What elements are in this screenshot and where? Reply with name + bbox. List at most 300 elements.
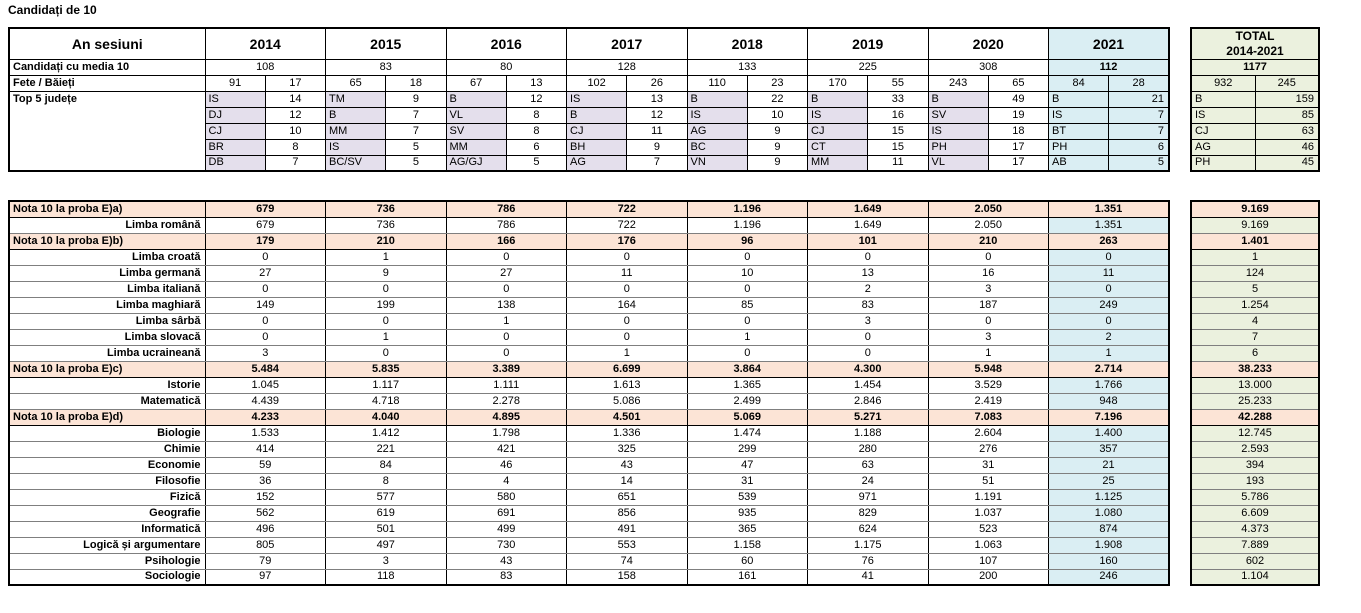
subject-value: 6.699 xyxy=(567,361,688,377)
subject-value: 722 xyxy=(567,217,688,233)
county-code: IS xyxy=(808,107,868,123)
county-code: MM xyxy=(446,139,506,155)
subject-value: 4 xyxy=(446,473,567,489)
county-count: 9 xyxy=(747,123,807,139)
media10-value: 108 xyxy=(205,59,326,75)
subject-value: 138 xyxy=(446,297,567,313)
subject-label: Biologie xyxy=(9,425,205,441)
summary-by-year-table xyxy=(8,27,1170,172)
subject-value: 1.045 xyxy=(205,377,326,393)
subject-value: 1.649 xyxy=(808,201,929,217)
subject-total: 602 xyxy=(1191,553,1319,569)
county-count: 49 xyxy=(988,91,1048,107)
county-code: B xyxy=(567,107,627,123)
subject-value: 83 xyxy=(808,297,929,313)
subject-value: 221 xyxy=(326,441,447,457)
subject-value: 8 xyxy=(326,473,447,489)
subject-value: 786 xyxy=(446,217,567,233)
subject-label: Limba slovacă xyxy=(9,329,205,345)
boys-total: 245 xyxy=(1255,75,1319,91)
subject-value: 0 xyxy=(205,329,326,345)
subject-value: 730 xyxy=(446,537,567,553)
subject-value: 1.336 xyxy=(567,425,688,441)
subject-total: 1 xyxy=(1191,249,1319,265)
county-code: B xyxy=(687,91,747,107)
county-count: 12 xyxy=(265,107,325,123)
subject-total: 6.609 xyxy=(1191,505,1319,521)
subject-value: 0 xyxy=(808,345,929,361)
section-label: Nota 10 la proba E)c) xyxy=(9,361,205,377)
subject-value: 624 xyxy=(808,521,929,537)
subject-value: 1.908 xyxy=(1049,537,1170,553)
subject-value: 580 xyxy=(446,489,567,505)
boys-count: 18 xyxy=(386,75,446,91)
top5-row-label: Top 5 județe xyxy=(9,91,205,171)
subject-label: Matematică xyxy=(9,393,205,409)
subject-value: 2.499 xyxy=(687,393,808,409)
subject-label: Limba română xyxy=(9,217,205,233)
subject-value: 562 xyxy=(205,505,326,521)
media10-value: 128 xyxy=(567,59,688,75)
subject-value: 1.474 xyxy=(687,425,808,441)
subject-total: 193 xyxy=(1191,473,1319,489)
media10-total: 1177 xyxy=(1191,59,1319,75)
subject-value: 63 xyxy=(808,457,929,473)
subject-value: 210 xyxy=(326,233,447,249)
subject-value: 299 xyxy=(687,441,808,457)
year-header: 2019 xyxy=(808,28,929,59)
subject-value: 1.400 xyxy=(1049,425,1170,441)
subject-value: 1.533 xyxy=(205,425,326,441)
subject-value: 1 xyxy=(326,329,447,345)
girls-count: 84 xyxy=(1049,75,1109,91)
subject-value: 11 xyxy=(1049,265,1170,281)
subject-value: 577 xyxy=(326,489,447,505)
subject-value: 0 xyxy=(1049,249,1170,265)
county-code: B xyxy=(326,107,386,123)
subject-value: 0 xyxy=(928,249,1049,265)
subject-value: 1.351 xyxy=(1049,201,1170,217)
year-header: 2014 xyxy=(205,28,326,59)
county-code: BR xyxy=(205,139,265,155)
subject-total: 1.104 xyxy=(1191,569,1319,585)
subject-value: 805 xyxy=(205,537,326,553)
media10-value: 112 xyxy=(1049,59,1170,75)
county-count: 16 xyxy=(868,107,928,123)
subject-label: Chimie xyxy=(9,441,205,457)
county-count: 5 xyxy=(506,155,566,171)
county-code: AG xyxy=(567,155,627,171)
subject-value: 31 xyxy=(928,457,1049,473)
subject-value: 1 xyxy=(567,345,688,361)
subject-value: 3 xyxy=(928,281,1049,297)
subject-value: 5.948 xyxy=(928,361,1049,377)
county-code: B xyxy=(928,91,988,107)
subject-value: 0 xyxy=(928,313,1049,329)
media10-value: 80 xyxy=(446,59,567,75)
subject-value: 1.158 xyxy=(687,537,808,553)
girls-count: 170 xyxy=(808,75,868,91)
subject-value: 27 xyxy=(446,265,567,281)
county-count: 7 xyxy=(1109,107,1169,123)
county-code: BC/SV xyxy=(326,155,386,171)
subject-value: 85 xyxy=(687,297,808,313)
subject-value: 935 xyxy=(687,505,808,521)
subject-total: 42.288 xyxy=(1191,409,1319,425)
subject-value: 5.271 xyxy=(808,409,929,425)
subject-value: 0 xyxy=(1049,313,1170,329)
subject-value: 0 xyxy=(808,329,929,345)
subject-value: 1.125 xyxy=(1049,489,1170,505)
subject-value: 46 xyxy=(446,457,567,473)
county-count: 7 xyxy=(627,155,687,171)
subject-value: 736 xyxy=(326,217,447,233)
subject-value: 16 xyxy=(928,265,1049,281)
subject-total: 1.401 xyxy=(1191,233,1319,249)
boys-count: 65 xyxy=(988,75,1048,91)
subject-value: 47 xyxy=(687,457,808,473)
county-code: BT xyxy=(1049,123,1109,139)
subject-label: Limba maghiară xyxy=(9,297,205,313)
subject-label: Limba ucraineană xyxy=(9,345,205,361)
county-code-total: IS xyxy=(1191,107,1255,123)
subject-total: 1.254 xyxy=(1191,297,1319,313)
county-code: IS xyxy=(687,107,747,123)
subject-value: 1 xyxy=(326,249,447,265)
subject-value: 176 xyxy=(567,233,688,249)
subject-value: 199 xyxy=(326,297,447,313)
subject-value: 96 xyxy=(687,233,808,249)
county-code: TM xyxy=(326,91,386,107)
subject-label: Sociologie xyxy=(9,569,205,585)
subject-value: 25 xyxy=(1049,473,1170,489)
subject-value: 2.714 xyxy=(1049,361,1170,377)
girls-count: 91 xyxy=(205,75,265,91)
subject-value: 325 xyxy=(567,441,688,457)
subject-value: 13 xyxy=(808,265,929,281)
subject-value: 118 xyxy=(326,569,447,585)
county-code: DJ xyxy=(205,107,265,123)
subject-value: 21 xyxy=(1049,457,1170,473)
county-code: VN xyxy=(687,155,747,171)
county-count: 15 xyxy=(868,123,928,139)
subject-value: 5.069 xyxy=(687,409,808,425)
subject-value: 9 xyxy=(326,265,447,281)
subject-total: 4 xyxy=(1191,313,1319,329)
subject-label: Informatică xyxy=(9,521,205,537)
subject-total: 2.593 xyxy=(1191,441,1319,457)
county-count: 6 xyxy=(1109,139,1169,155)
subject-value: 4.233 xyxy=(205,409,326,425)
county-code: MM xyxy=(808,155,868,171)
total-header-line2: 2014-2021 xyxy=(1226,43,1284,58)
subject-value: 0 xyxy=(205,313,326,329)
corner-label: An sesiuni xyxy=(9,28,205,59)
subject-value: 421 xyxy=(446,441,567,457)
media10-value: 83 xyxy=(326,59,447,75)
county-code: CJ xyxy=(205,123,265,139)
county-code: CJ xyxy=(808,123,868,139)
county-count: 7 xyxy=(386,107,446,123)
subject-value: 4.300 xyxy=(808,361,929,377)
subject-value: 41 xyxy=(808,569,929,585)
subject-value: 1.196 xyxy=(687,217,808,233)
subject-label: Limba croată xyxy=(9,249,205,265)
total-header-line1: TOTAL xyxy=(1235,29,1275,44)
subject-value: 0 xyxy=(205,249,326,265)
county-code: IS xyxy=(326,139,386,155)
county-count: 9 xyxy=(747,139,807,155)
subject-label: Limba sârbă xyxy=(9,313,205,329)
subject-value: 0 xyxy=(446,249,567,265)
boys-count: 23 xyxy=(747,75,807,91)
section-label: Nota 10 la proba E)d) xyxy=(9,409,205,425)
subject-value: 499 xyxy=(446,521,567,537)
year-header: 2015 xyxy=(326,28,447,59)
county-code: IS xyxy=(205,91,265,107)
county-code: AG xyxy=(687,123,747,139)
subject-value: 736 xyxy=(326,201,447,217)
subject-value: 76 xyxy=(808,553,929,569)
county-count-total: 63 xyxy=(1255,123,1319,139)
subject-value: 1.649 xyxy=(808,217,929,233)
subject-value: 1.766 xyxy=(1049,377,1170,393)
subject-value: 107 xyxy=(928,553,1049,569)
subject-value: 24 xyxy=(808,473,929,489)
subject-value: 1.175 xyxy=(808,537,929,553)
county-code: B xyxy=(1049,91,1109,107)
subject-value: 357 xyxy=(1049,441,1170,457)
subject-value: 84 xyxy=(326,457,447,473)
subject-value: 164 xyxy=(567,297,688,313)
county-code: SV xyxy=(928,107,988,123)
year-header: 2021 xyxy=(1049,28,1170,59)
subject-value: 874 xyxy=(1049,521,1170,537)
subject-value: 2.604 xyxy=(928,425,1049,441)
girls-count: 67 xyxy=(446,75,506,91)
subject-value: 74 xyxy=(567,553,688,569)
subject-value: 83 xyxy=(446,569,567,585)
county-code: BC xyxy=(687,139,747,155)
subject-value: 1.191 xyxy=(928,489,1049,505)
subject-value: 1.196 xyxy=(687,201,808,217)
subject-value: 2 xyxy=(808,281,929,297)
subject-total: 5.786 xyxy=(1191,489,1319,505)
subject-total: 4.373 xyxy=(1191,521,1319,537)
subject-value: 539 xyxy=(687,489,808,505)
boys-count: 26 xyxy=(627,75,687,91)
county-count: 13 xyxy=(627,91,687,107)
county-code: SV xyxy=(446,123,506,139)
subject-value: 2.419 xyxy=(928,393,1049,409)
subject-label: Psihologie xyxy=(9,553,205,569)
summary-total-table xyxy=(1190,27,1320,172)
county-code: IS xyxy=(1049,107,1109,123)
subject-value: 679 xyxy=(205,201,326,217)
county-code: BH xyxy=(567,139,627,155)
subject-value: 497 xyxy=(326,537,447,553)
county-code: IS xyxy=(567,91,627,107)
county-code: VL xyxy=(928,155,988,171)
subject-label: Istorie xyxy=(9,377,205,393)
subject-value: 3.389 xyxy=(446,361,567,377)
county-count: 17 xyxy=(988,139,1048,155)
county-code-total: B xyxy=(1191,91,1255,107)
gender-row-label: Fete / Băieți xyxy=(9,75,205,91)
county-code: B xyxy=(446,91,506,107)
subject-total: 394 xyxy=(1191,457,1319,473)
subject-value: 0 xyxy=(446,345,567,361)
subject-value: 496 xyxy=(205,521,326,537)
county-code: AG/GJ xyxy=(446,155,506,171)
subject-total: 5 xyxy=(1191,281,1319,297)
subject-value: 7.196 xyxy=(1049,409,1170,425)
subject-total: 38.233 xyxy=(1191,361,1319,377)
subject-value: 101 xyxy=(808,233,929,249)
year-header: 2020 xyxy=(928,28,1049,59)
county-count: 19 xyxy=(988,107,1048,123)
county-count: 9 xyxy=(627,139,687,155)
county-code: IS xyxy=(928,123,988,139)
subject-value: 1 xyxy=(446,313,567,329)
county-count: 33 xyxy=(868,91,928,107)
subject-value: 722 xyxy=(567,201,688,217)
subject-value: 5.484 xyxy=(205,361,326,377)
subject-value: 0 xyxy=(808,249,929,265)
subject-value: 523 xyxy=(928,521,1049,537)
subject-total: 13.000 xyxy=(1191,377,1319,393)
year-header: 2016 xyxy=(446,28,567,59)
subject-value: 51 xyxy=(928,473,1049,489)
subject-value: 1.454 xyxy=(808,377,929,393)
subjects-total-table xyxy=(1190,200,1320,586)
girls-total: 932 xyxy=(1191,75,1255,91)
subject-value: 0 xyxy=(326,313,447,329)
subject-value: 210 xyxy=(928,233,1049,249)
subject-label: Geografie xyxy=(9,505,205,521)
subject-value: 2 xyxy=(1049,329,1170,345)
subject-value: 2.050 xyxy=(928,217,1049,233)
subject-value: 152 xyxy=(205,489,326,505)
girls-count: 65 xyxy=(326,75,386,91)
county-count: 17 xyxy=(988,155,1048,171)
subject-value: 0 xyxy=(567,281,688,297)
county-count: 10 xyxy=(747,107,807,123)
subject-value: 1.037 xyxy=(928,505,1049,521)
subject-value: 1.188 xyxy=(808,425,929,441)
subject-value: 97 xyxy=(205,569,326,585)
subject-value: 553 xyxy=(567,537,688,553)
subject-value: 0 xyxy=(326,345,447,361)
subject-value: 0 xyxy=(567,313,688,329)
subject-value: 1 xyxy=(687,329,808,345)
county-count: 21 xyxy=(1109,91,1169,107)
subject-label: Fizică xyxy=(9,489,205,505)
girls-count: 102 xyxy=(567,75,627,91)
subject-value: 1.117 xyxy=(326,377,447,393)
county-count: 12 xyxy=(627,107,687,123)
county-count: 15 xyxy=(868,139,928,155)
subject-total: 9.169 xyxy=(1191,201,1319,217)
county-count: 8 xyxy=(265,139,325,155)
boys-count: 17 xyxy=(265,75,325,91)
county-count: 18 xyxy=(988,123,1048,139)
county-count: 22 xyxy=(747,91,807,107)
county-count: 9 xyxy=(747,155,807,171)
subject-label: Limba germană xyxy=(9,265,205,281)
county-count: 11 xyxy=(627,123,687,139)
subject-value: 1.080 xyxy=(1049,505,1170,521)
year-header: 2017 xyxy=(567,28,688,59)
subject-label: Logică și argumentare xyxy=(9,537,205,553)
subject-value: 7.083 xyxy=(928,409,1049,425)
county-code: CT xyxy=(808,139,868,155)
subject-value: 14 xyxy=(567,473,688,489)
subject-value: 1.351 xyxy=(1049,217,1170,233)
subject-value: 43 xyxy=(567,457,688,473)
media10-value: 225 xyxy=(808,59,929,75)
subject-value: 5.086 xyxy=(567,393,688,409)
county-count: 7 xyxy=(386,123,446,139)
county-code: AB xyxy=(1049,155,1109,171)
boys-count: 55 xyxy=(868,75,928,91)
subject-value: 0 xyxy=(1049,281,1170,297)
county-count: 5 xyxy=(386,139,446,155)
subject-value: 10 xyxy=(687,265,808,281)
sheet-title: Candidați de 10 xyxy=(8,3,97,17)
subject-value: 0 xyxy=(446,329,567,345)
subject-total: 124 xyxy=(1191,265,1319,281)
county-count: 6 xyxy=(506,139,566,155)
subject-value: 0 xyxy=(326,281,447,297)
county-code: VL xyxy=(446,107,506,123)
subject-value: 166 xyxy=(446,233,567,249)
subject-label: Filosofie xyxy=(9,473,205,489)
media10-value: 133 xyxy=(687,59,808,75)
total-header xyxy=(1191,28,1319,59)
subject-value: 5.835 xyxy=(326,361,447,377)
subject-value: 3.529 xyxy=(928,377,1049,393)
subject-label: Limba italiană xyxy=(9,281,205,297)
subject-value: 971 xyxy=(808,489,929,505)
county-code: B xyxy=(808,91,868,107)
subject-value: 619 xyxy=(326,505,447,521)
county-count: 5 xyxy=(386,155,446,171)
county-code: PH xyxy=(928,139,988,155)
county-count: 7 xyxy=(265,155,325,171)
subject-total: 25.233 xyxy=(1191,393,1319,409)
county-count: 5 xyxy=(1109,155,1169,171)
subject-value: 0 xyxy=(687,281,808,297)
subject-value: 0 xyxy=(687,345,808,361)
year-header: 2018 xyxy=(687,28,808,59)
county-count: 11 xyxy=(868,155,928,171)
subject-value: 691 xyxy=(446,505,567,521)
county-code: PH xyxy=(1049,139,1109,155)
subject-value: 3 xyxy=(205,345,326,361)
subject-value: 246 xyxy=(1049,569,1170,585)
subject-value: 200 xyxy=(928,569,1049,585)
subject-value: 1.412 xyxy=(326,425,447,441)
section-label: Nota 10 la proba E)b) xyxy=(9,233,205,249)
subject-value: 0 xyxy=(687,249,808,265)
subject-value: 60 xyxy=(687,553,808,569)
subject-value: 79 xyxy=(205,553,326,569)
subject-value: 3 xyxy=(928,329,1049,345)
county-code-total: CJ xyxy=(1191,123,1255,139)
subject-value: 263 xyxy=(1049,233,1170,249)
subject-value: 2.278 xyxy=(446,393,567,409)
